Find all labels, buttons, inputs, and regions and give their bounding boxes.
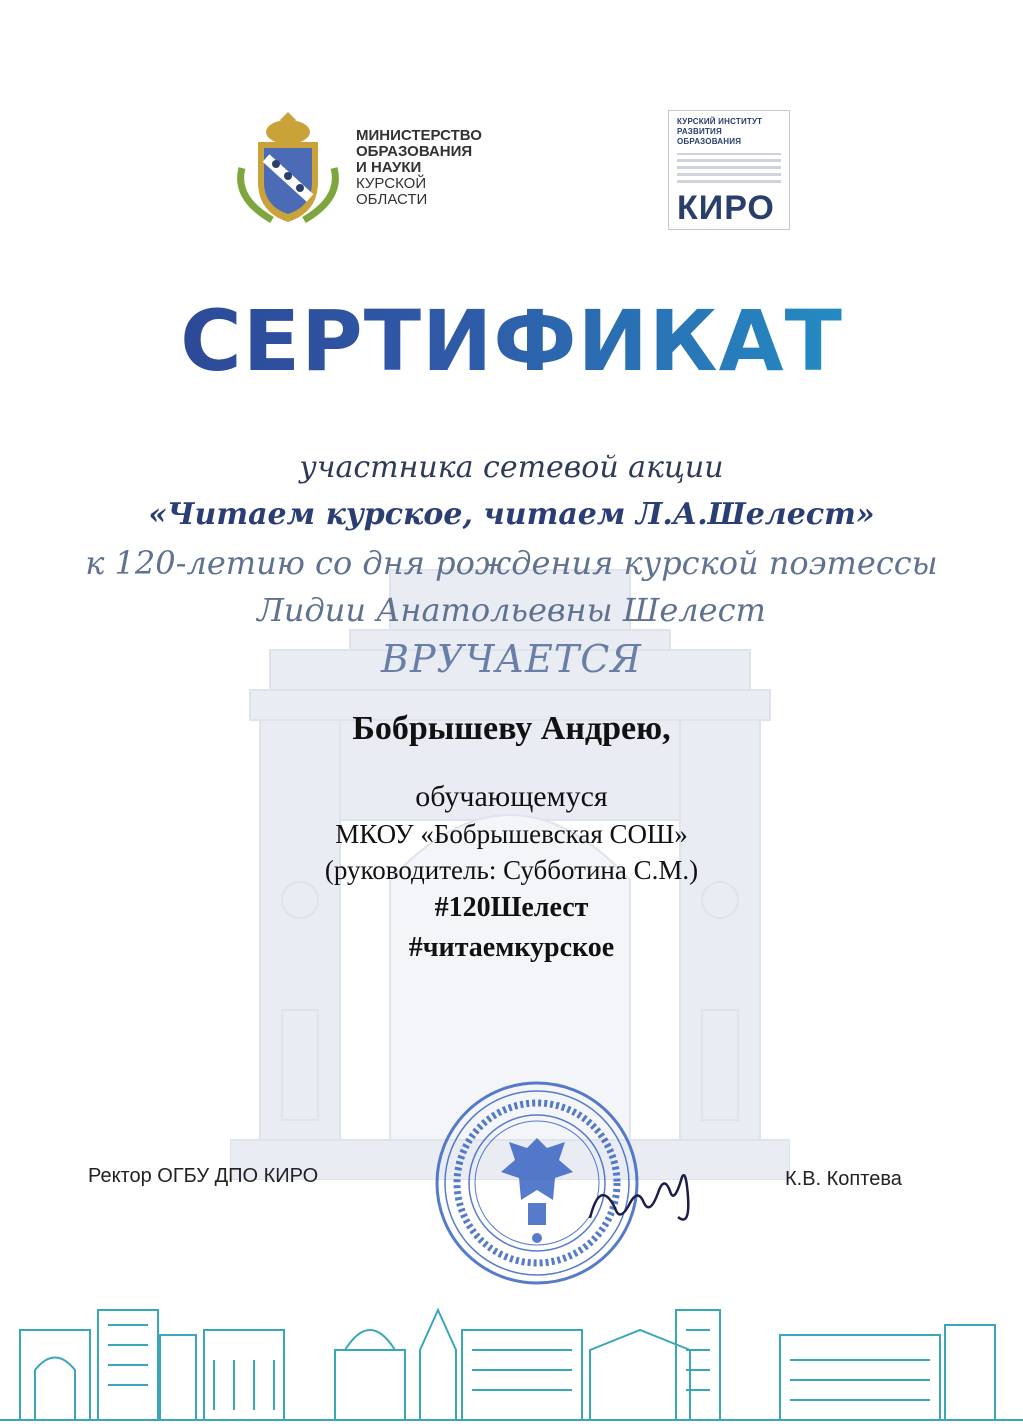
recipient-block bbox=[0, 706, 1023, 968]
kiro-grid-pattern bbox=[677, 153, 781, 183]
signature-icon bbox=[580, 1168, 710, 1238]
kiro-logo bbox=[668, 110, 790, 230]
recipient-leader: (руководитель: Субботина С.М.) bbox=[324, 855, 699, 885]
kiro-brand: КИРО bbox=[677, 189, 775, 227]
participant-line: участника сетевой акции bbox=[299, 450, 724, 485]
coat-of-arms-icon bbox=[228, 108, 348, 228]
ministry-line-2: ОБРАЗОВАНИЯ bbox=[356, 143, 473, 160]
ministry-logo bbox=[228, 108, 482, 228]
city-skyline-icon bbox=[0, 1290, 1023, 1424]
awarded-word: ВРУЧАЕТСЯ bbox=[381, 637, 642, 681]
certificate-description bbox=[0, 445, 1023, 685]
kiro-line-1: КУРСКИЙ ИНСТИТУТ bbox=[677, 117, 763, 126]
ministry-line-4: КУРСКОЙ bbox=[356, 175, 427, 192]
signer-name: К.В. Коптева bbox=[785, 1168, 902, 1190]
rector-title: Ректор ОГБУ ДПО КИРО bbox=[88, 1165, 319, 1187]
recipient-name: Бобрышеву Андрею, bbox=[352, 710, 671, 747]
hashtag-120shelest: #120Шелест bbox=[434, 892, 589, 923]
ministry-line-3: И НАУКИ bbox=[356, 159, 422, 176]
recipient-school: МКОУ «Бобрышевская СОШ» bbox=[335, 819, 688, 849]
action-name: «Читаем курское, читаем Л.А.Шелест» bbox=[148, 497, 875, 532]
ministry-line-1: МИНИСТЕРСТВО bbox=[356, 127, 482, 144]
poet-name: Лидии Анатольевны Шелест bbox=[257, 591, 766, 629]
certificate-title: СЕРТИФИКАТ bbox=[0, 292, 1023, 390]
anniversary-line: к 120-летию со дня рождения курской поэтессы bbox=[85, 544, 938, 582]
ministry-line-5: ОБЛАСТИ bbox=[356, 191, 428, 208]
recipient-role: обучающемуся bbox=[415, 780, 608, 813]
kiro-line-2: РАЗВИТИЯ ОБРАЗОВАНИЯ bbox=[677, 127, 742, 146]
hashtag-chitaemkurskoe: #читаемкурское bbox=[408, 932, 615, 963]
